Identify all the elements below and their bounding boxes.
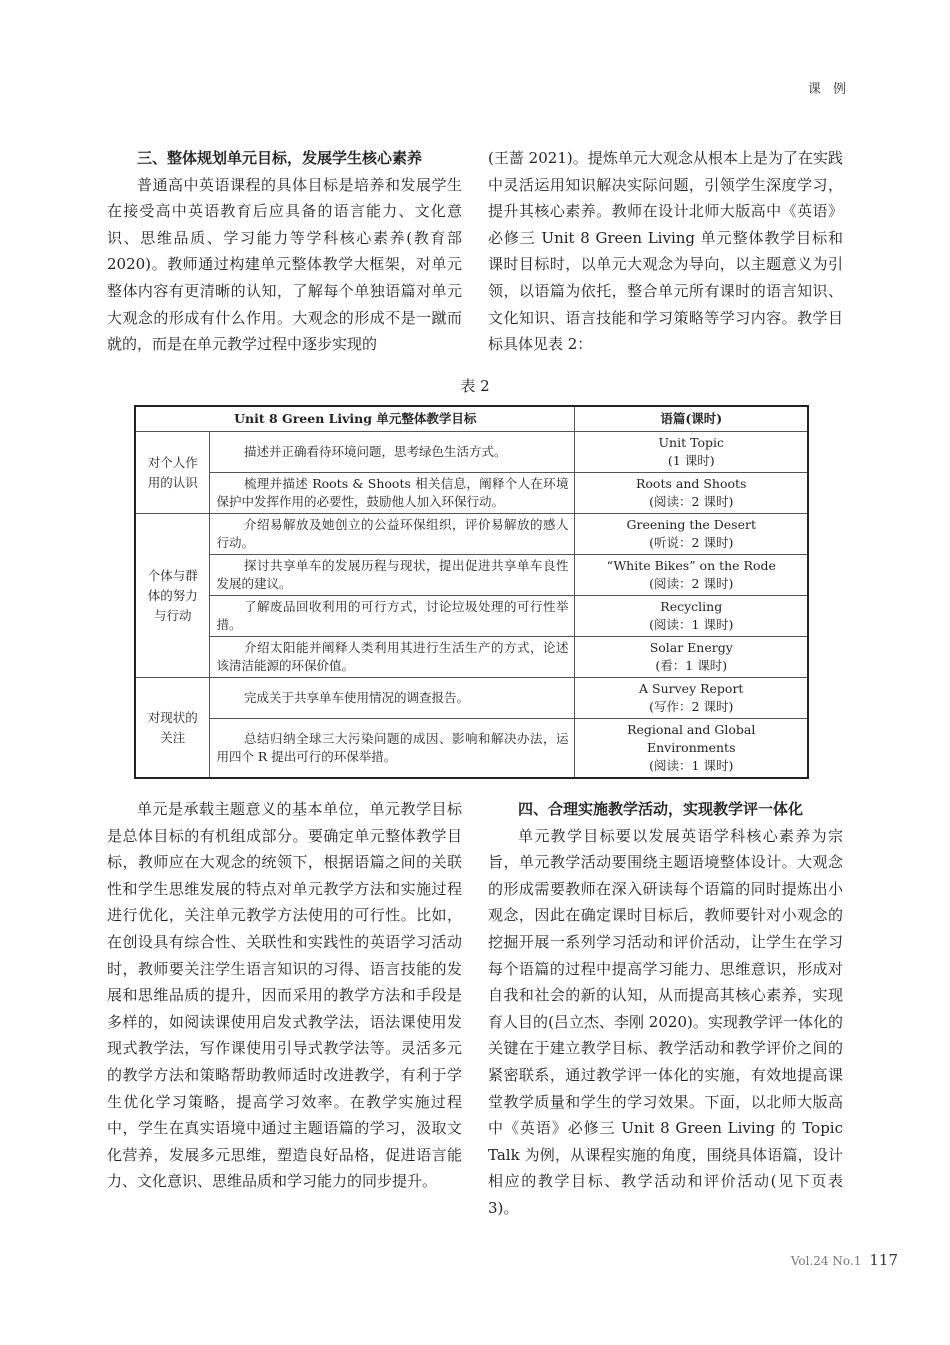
table-row bbox=[135, 432, 808, 473]
lesson-name: Greening the Desert bbox=[626, 517, 756, 532]
category-cell: 对个人作用的认识 bbox=[135, 432, 210, 514]
goal-cell: 完成关于共享单车使用情况的调查报告。 bbox=[210, 678, 575, 719]
page-footer bbox=[791, 1251, 898, 1269]
paragraph: 单元是承载主题意义的基本单位，单元教学目标是总体目标的有机组成部分。要确定单元整体教学目标，教师应在大观念的统领下，根据语篇之间的关联性和学生思维发展的特点对单元教学方法和实施过程进行优化，关注单元教学方法使用的可行性。比如，在创设具有综合性、关联性和实践性的英语学习活动时，教师要关注学生语言知识的习得、语言技能的发展和思维品质的提升，因而采用的教学方法和手段是多样的，如阅读课使用启发式教学法，语法课使用发现式教学法，写作课使用引导式教学法等。灵活多元的教学方法和策略帮助教师适时改进教学，有利于学生优化学习策略，提高学习效率。在教学实施过程中，学生在真实语境中通过主题语篇的学习，汲取文化营养，发展多元思维，塑造良好品格，促进语言能力、文化意识、思维品质和学习能力的同步提升。 bbox=[107, 800, 462, 1191]
table-row bbox=[135, 514, 808, 555]
bottom-left-column bbox=[107, 796, 462, 1195]
table-header-row bbox=[135, 406, 808, 432]
lesson-cell bbox=[575, 432, 808, 473]
lesson-cell bbox=[575, 514, 808, 555]
lesson-type: (阅读：1 课时) bbox=[649, 758, 734, 773]
category-cell: 个体与群体的努力与行动 bbox=[135, 514, 210, 678]
section-heading-3: 三、整体规划单元目标，发展学生核心素养 bbox=[137, 149, 423, 167]
lesson-type: (听说：2 课时) bbox=[649, 535, 734, 550]
lesson-type: (写作：2 课时) bbox=[649, 699, 734, 714]
goals-table bbox=[134, 405, 809, 779]
table-row bbox=[135, 719, 808, 779]
lesson-name: A Survey Report bbox=[639, 681, 744, 696]
lesson-name: Unit Topic bbox=[658, 435, 724, 450]
header-goals: Unit 8 Green Living 单元整体教学目标 bbox=[135, 406, 575, 432]
goal-cell: 总结归纳全球三大污染问题的成因、影响和解决办法，运用四个 R 提出可行的环保举措。 bbox=[210, 719, 575, 779]
lesson-type: (看：1 课时) bbox=[655, 658, 728, 673]
goal-cell: 了解废品回收利用的可行方式，讨论垃圾处理的可行性举措。 bbox=[210, 596, 575, 637]
top-left-column bbox=[107, 145, 462, 358]
section-heading-4: 四、合理实施教学活动，实现教学评一体化 bbox=[518, 800, 804, 818]
lesson-type: (阅读：2 课时) bbox=[649, 494, 734, 509]
volume-label: Vol.24 No.1 bbox=[790, 1254, 862, 1268]
table-row bbox=[135, 596, 808, 637]
lesson-cell bbox=[575, 473, 808, 514]
paragraph: (王蔷 2021)。提炼单元大观念从根本上是为了在实践中灵活运用知识解决实际问题，引领学生深度学习，提升其核心素养。教师在设计北师大版高中《英语》必修三 Unit 8 Green Living 单元整体教学目标和课时目标时，以单元大观念为导向，以主题意义为引领，以语篇为依托，整合单元所有课时的语言知识、文化知识、语言技能和学习策略等学习内容。教学目标具体见表 2： bbox=[488, 149, 843, 354]
goal-cell: 介绍易解放及她创立的公益环保组织，评价易解放的感人行动。 bbox=[210, 514, 575, 555]
table-row bbox=[135, 678, 808, 719]
lesson-type: (阅读：2 课时) bbox=[649, 576, 734, 591]
table-row bbox=[135, 555, 808, 596]
top-right-column bbox=[488, 145, 843, 358]
section-label: 课 例 bbox=[807, 82, 850, 97]
goal-cell: 介绍太阳能并阐释人类利用其进行生活生产的方式，论述该清洁能源的环保价值。 bbox=[210, 637, 575, 678]
goal-cell: 梳理并描述 Roots & Shoots 相关信息，阐释个人在环境保护中发挥作用的必要性，鼓励他人加入环保行动。 bbox=[210, 473, 575, 514]
lesson-cell bbox=[575, 596, 808, 637]
category-cell: 对现状的关注 bbox=[135, 678, 210, 779]
goal-cell: 探讨共享单车的发展历程与现状，提出促进共享单车良性发展的建议。 bbox=[210, 555, 575, 596]
lesson-name: Recycling bbox=[660, 599, 723, 614]
bottom-right-column bbox=[488, 796, 843, 1222]
lesson-type: (阅读：1 课时) bbox=[649, 617, 734, 632]
lesson-type: (1 课时) bbox=[667, 453, 715, 468]
table-row bbox=[135, 637, 808, 678]
table-caption: 表 2 bbox=[460, 377, 490, 395]
header-lessons: 语篇(课时) bbox=[575, 406, 808, 432]
lesson-cell bbox=[575, 719, 808, 779]
table-row bbox=[135, 473, 808, 514]
paragraph: 单元教学目标要以发展英语学科核心素养为宗旨，单元教学活动要围绕主题语境整体设计。大观念的形成需要教师在深入研读每个语篇的同时提炼出小观念，因此在确定课时目标后，教师要针对小观念的挖掘开展一系列学习活动和评价活动，让学生在学习每个语篇的过程中提高学习能力、思维意识，形成对自我和社会的新的认知，从而提高其核心素养，实现育人目的(吕立杰、李刚 2020)。实现教学评一体化的关键在于建立教学目标、教学活动和教学评价之间的紧密联系，通过教学评一体化的实施，有效地提高课堂教学质量和学生的学习效果。下面，以北师大版高中《英语》必修三 Unit 8 Green Living 的 Topic Talk 为例，从课程实施的角度，围绕具体语篇，设计相应的教学目标、教学活动和评价活动(见下页表 3)。 bbox=[488, 826, 843, 1217]
lesson-name: Solar Energy bbox=[649, 640, 733, 655]
lesson-cell bbox=[575, 555, 808, 596]
lesson-cell bbox=[575, 678, 808, 719]
paragraph: 普通高中英语课程的具体目标是培养和发展学生在接受高中英语教育后应具备的语言能力、文化意识、思维品质、学习能力等学科核心素养(教育部 2020)。教师通过构建单元整体教学大框架，对单元整体内容有更清晰的认知，了解每个单独语篇对单元大观念的形成有什么作用。大观念的形成不是一蹴而就的，而是在单元教学过程中逐步实现的 bbox=[107, 175, 462, 354]
goal-cell: 描述并正确看待环境问题，思考绿色生活方式。 bbox=[210, 432, 575, 473]
lesson-name: Regional and Global Environments bbox=[627, 722, 756, 755]
lesson-cell bbox=[575, 637, 808, 678]
lesson-name: Roots and Shoots bbox=[636, 476, 747, 491]
page-number: 117 bbox=[869, 1251, 898, 1269]
lesson-name: “White Bikes” on the Rode bbox=[606, 558, 776, 573]
